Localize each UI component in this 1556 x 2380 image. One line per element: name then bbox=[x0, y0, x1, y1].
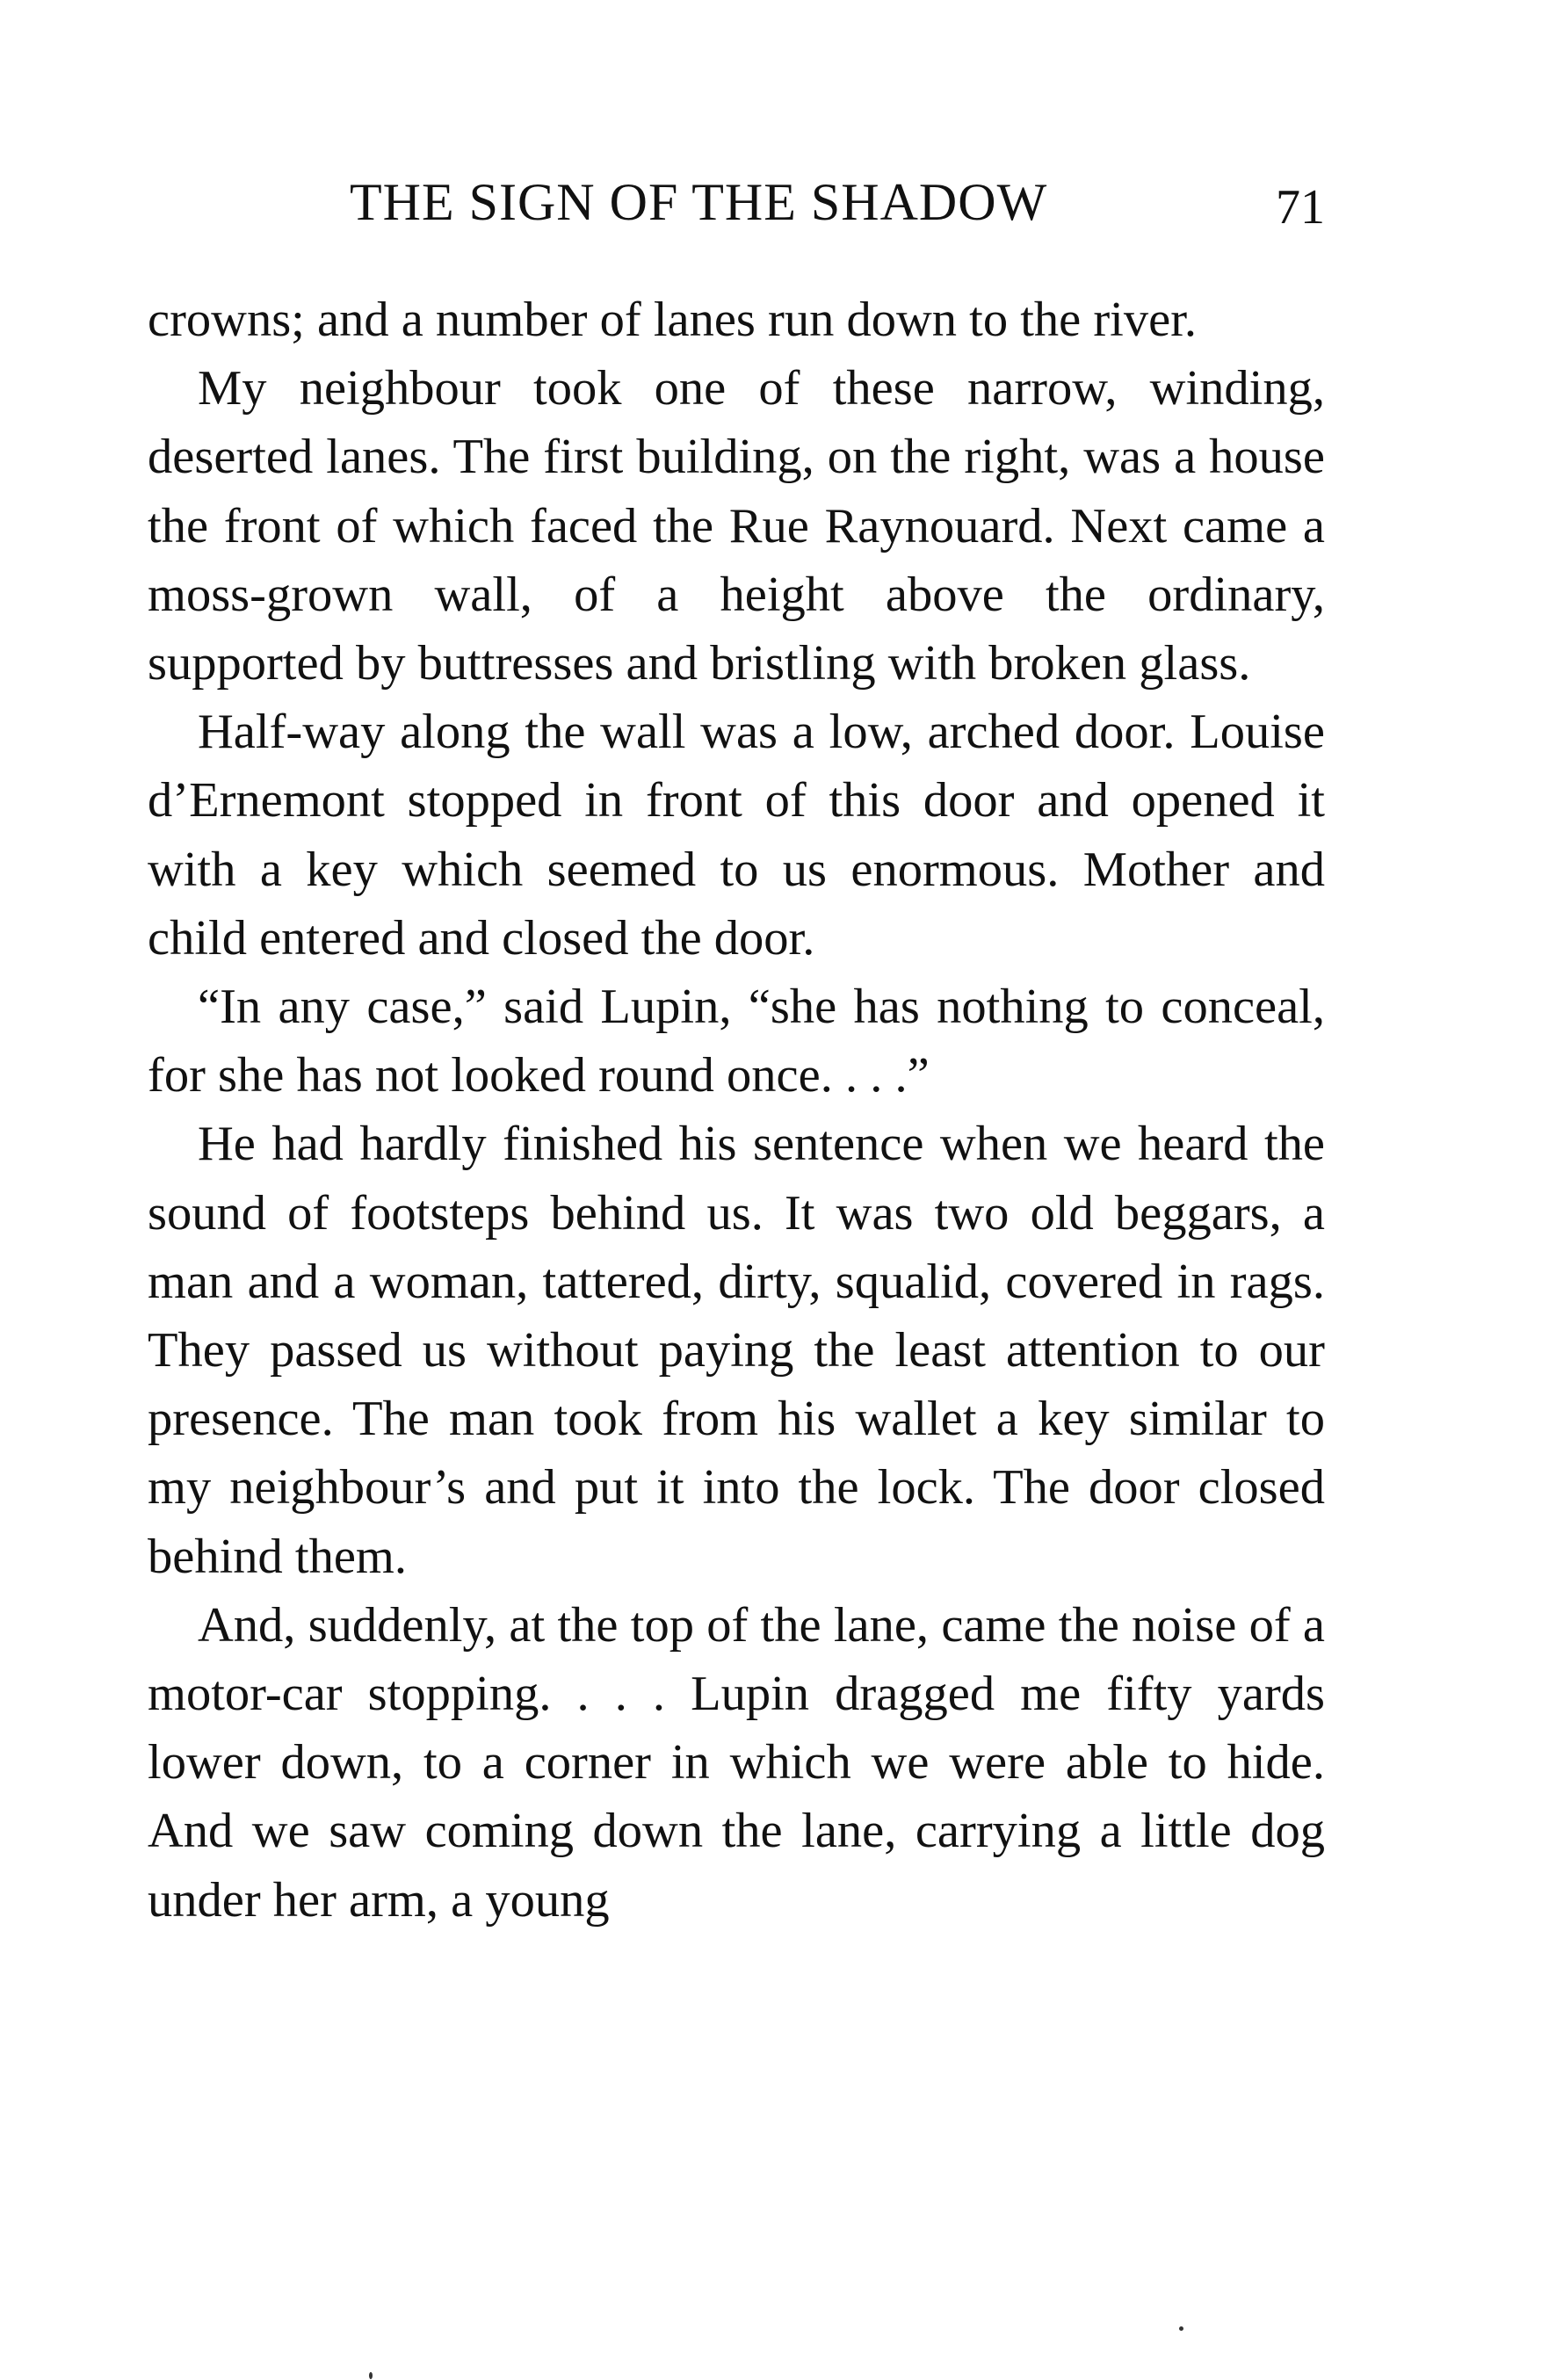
running-head bbox=[148, 172, 1325, 242]
body-text bbox=[148, 286, 1325, 1935]
print-speck bbox=[1179, 2326, 1183, 2331]
page-number: 71 bbox=[1276, 180, 1325, 235]
paragraph: Half-way along the wall was a low, arched door. Louise d’Ernemont stopped in front of this door and opened it with a key which seemed to us enormous. Mother and child entered and closed the door. bbox=[148, 705, 1325, 966]
print-speck bbox=[369, 2372, 373, 2379]
paragraph-continuation: crowns; and a number of lanes run down to the river. bbox=[148, 293, 1198, 347]
paragraph: He had hardly finished his sentence when we heard the sound of footsteps behind us. It was two old beggars, a man and a woman, tattered, dirty, squalid, covered in rags. They passed us without paying the least attention to our presence. The man took from his wallet a key similar to my neighbour’s and put it into the lock. The door closed behind them. bbox=[148, 1117, 1325, 1584]
paragraph: My neighbour took one of these narrow, winding, deserted lanes. The first building, on the right, was a house the front of which faced the Rue Raynouard. Next came a moss-grown wall, of a height above the ordinary, supported by buttresses and bristling with broken glass. bbox=[148, 361, 1325, 691]
paragraph: “In any case,” said Lupin, “she has nothing to conceal, for she has not looked round once. . . .” bbox=[148, 980, 1325, 1103]
paragraph: And, suddenly, at the top of the lane, came the noise of a motor-car stopping. . . . Lupin dragged me fifty yards lower down, to a corner in which we were able to hide. And we saw coming down the lane, carrying a little dog under her arm, a young bbox=[148, 1597, 1325, 1928]
running-title: THE SIGN OF THE SHADOW bbox=[350, 173, 1048, 231]
